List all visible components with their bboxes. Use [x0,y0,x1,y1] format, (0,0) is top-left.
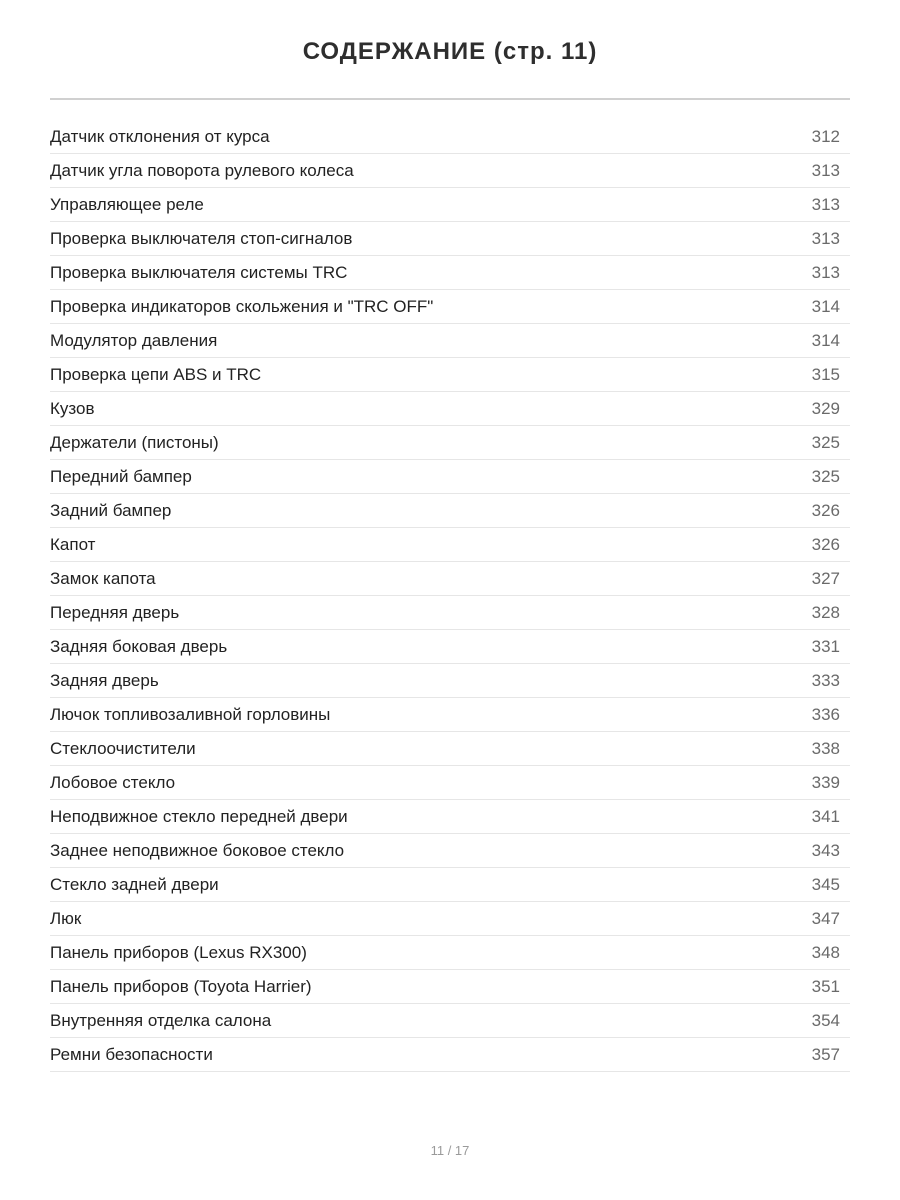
toc-entry-title: Кузов [50,399,95,418]
toc-entry-page-number: 347 [811,909,840,928]
toc-entry-page-number: 338 [811,739,840,758]
toc-entry-page-number: 343 [811,841,840,860]
toc-entry-page-number: 314 [811,331,840,350]
toc-entry-page-number: 328 [811,603,840,622]
toc-entry[interactable] [50,698,850,732]
toc-entry[interactable] [50,528,850,562]
toc-entry[interactable] [50,732,850,766]
toc-entry-page-number: 351 [811,977,840,996]
toc-entry[interactable] [50,188,850,222]
toc-entry-title: Задняя дверь [50,671,159,690]
toc-entry-title: Стеклоочистители [50,739,196,758]
toc-entry[interactable] [50,426,850,460]
toc-entry-title: Проверка индикаторов скольжения и "TRC OFF" [50,297,434,316]
toc-entry[interactable] [50,834,850,868]
toc-entry-page-number: 329 [811,399,840,418]
toc-entry-page-number: 341 [811,807,840,826]
toc-entry-page-number: 336 [811,705,840,724]
toc-entry-title: Заднее неподвижное боковое стекло [50,841,345,860]
toc-entry[interactable] [50,1038,850,1072]
toc-entry[interactable] [50,562,850,596]
toc-entry[interactable] [50,392,850,426]
toc-entry-title: Замок капота [50,569,156,588]
toc-entry[interactable] [50,154,850,188]
toc-entry-title: Проверка цепи ABS и TRC [50,365,262,384]
toc-entry-page-number: 348 [811,943,840,962]
toc-entry[interactable] [50,460,850,494]
toc-entry-title: Лючок топливозаливной горловины [50,705,331,724]
toc-entry-title: Задний бампер [50,501,172,520]
toc-entry-title: Капот [50,535,96,554]
toc-entry-title: Лобовое стекло [50,773,176,792]
toc-entry-page-number: 354 [811,1011,840,1030]
toc-entry-page-number: 325 [811,467,840,486]
toc-entry-page-number: 345 [811,875,840,894]
toc-entry-title: Панель приборов (Toyota Harrier) [50,977,312,996]
toc-entry-page-number: 327 [811,569,840,588]
toc-entry-page-number: 333 [811,671,840,690]
toc-entry[interactable] [50,120,850,154]
toc-entry-title: Внутренняя отделка салона [50,1011,272,1030]
toc-entry-page-number: 326 [811,501,840,520]
page-title: СОДЕРЖАНИЕ (стр. 11) [302,38,598,65]
toc-entry[interactable] [50,868,850,902]
toc-entry-title: Люк [50,909,82,928]
toc-entry-page-number: 325 [811,433,840,452]
toc-entry[interactable] [50,1004,850,1038]
toc-entry[interactable] [50,766,850,800]
toc-entry-title: Ремни безопасности [50,1045,213,1064]
toc-entry-title: Стекло задней двери [50,875,219,894]
toc-entry-title: Неподвижное стекло передней двери [50,807,348,826]
toc-entry[interactable] [50,256,850,290]
toc-entry-title: Держатели (пистоны) [50,433,219,452]
toc-entry-title: Управляющее реле [50,195,204,214]
toc-entry-title: Датчик угла поворота рулевого колеса [50,161,354,180]
toc-entry-title: Передний бампер [50,467,192,486]
toc-entry-page-number: 314 [811,297,840,316]
toc-entry-page-number: 313 [811,229,840,248]
toc-entry-page-number: 313 [811,195,840,214]
toc-list [50,120,850,1072]
toc-entry[interactable] [50,494,850,528]
toc-entry-page-number: 315 [811,365,840,384]
toc-entry-title: Панель приборов (Lexus RX300) [50,943,307,962]
toc-entry-title: Передняя дверь [50,603,180,622]
toc-entry[interactable] [50,970,850,1004]
toc-entry[interactable] [50,936,850,970]
toc-entry-page-number: 312 [811,127,840,146]
toc-entry-title: Проверка выключателя стоп-сигналов [50,229,353,248]
title-divider [50,98,850,100]
toc-entry[interactable] [50,630,850,664]
toc-entry-page-number: 313 [811,263,840,282]
toc-entry[interactable] [50,596,850,630]
toc-entry[interactable] [50,902,850,936]
toc-entry[interactable] [50,664,850,698]
toc-entry-page-number: 339 [811,773,840,792]
page-indicator: 11 / 17 [430,1143,470,1158]
toc-entry[interactable] [50,324,850,358]
toc-entry[interactable] [50,222,850,256]
toc-entry-title: Датчик отклонения от курса [50,127,270,146]
toc-entry[interactable] [50,800,850,834]
toc-entry-title: Задняя боковая дверь [50,637,228,656]
toc-entry-page-number: 331 [811,637,840,656]
toc-entry[interactable] [50,290,850,324]
toc-entry[interactable] [50,358,850,392]
toc-entry-page-number: 313 [811,161,840,180]
toc-entry-page-number: 357 [811,1045,840,1064]
toc-entry-title: Проверка выключателя системы TRC [50,263,348,282]
toc-entry-page-number: 326 [811,535,840,554]
toc-entry-title: Модулятор давления [50,331,218,350]
